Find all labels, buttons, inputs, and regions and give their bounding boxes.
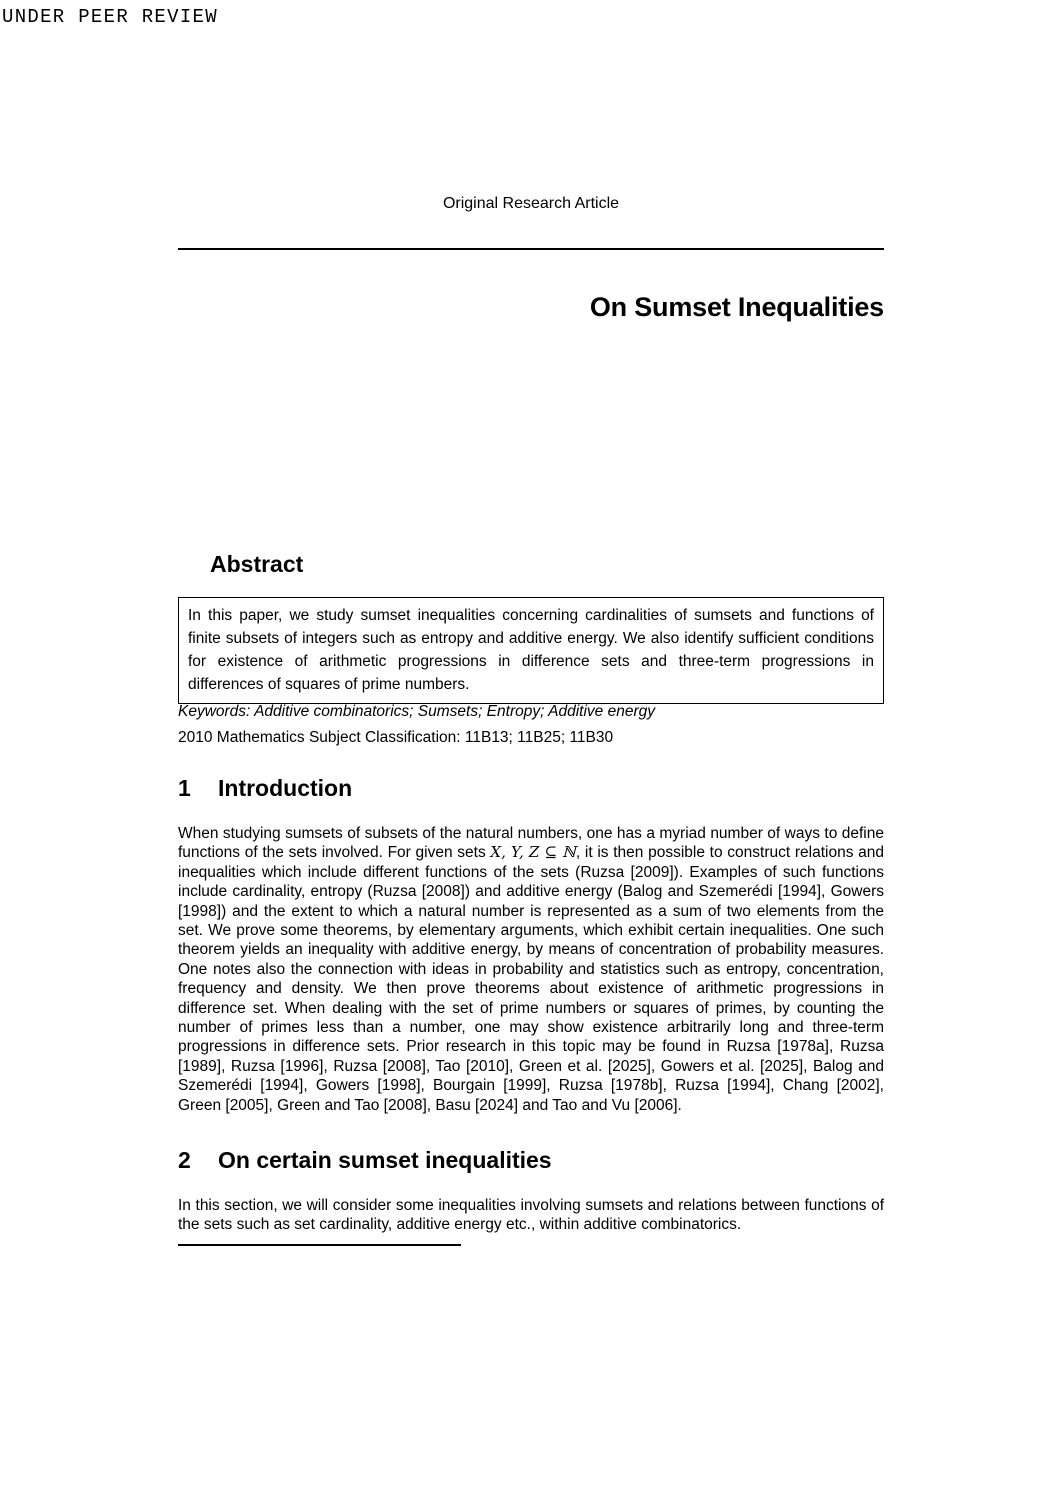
- msc-line: 2010 Mathematics Subject Classification: 11B13; 11B25; 11B30: [178, 729, 614, 746]
- review-status-banner: UNDER PEER REVIEW: [2, 6, 218, 28]
- header-rule: [178, 248, 884, 250]
- keywords-line: Keywords: Additive combinatorics; Sumsets; Entropy; Additive energy: [178, 703, 655, 720]
- article-type-label: Original Research Article: [442, 195, 620, 212]
- section2-paragraph: In this section, we will consider some inequalities involving sumsets and relations between functions of the sets such as set cardinality, additive energy etc., within additive combinatorics.: [178, 1197, 884, 1234]
- inline-math-sets: X, Y, Z ⊆ ℕ: [490, 843, 576, 862]
- abstract-text: In this paper, we study sumset inequalities concerning cardinalities of sumsets and functions of finite subsets of integers such as entropy and additive energy. We also identify sufficient conditions for existence of arithmetic progressions in difference sets and three-term progressions in differences of squares of prime numbers.: [188, 607, 874, 693]
- paper-title: On Sumset Inequalities: [589, 292, 884, 322]
- section-heading-introduction: [178, 775, 884, 802]
- footnote-rule: [178, 1244, 461, 1246]
- section-number: 1: [178, 775, 191, 801]
- section-number: 2: [178, 1147, 191, 1173]
- introduction-paragraph: [178, 824, 884, 1115]
- intro-text-after-math: , it is then possible to construct relations and inequalities which include different functions of the sets (Ruzsa [2009]). Examples of such functions include cardinality, entropy (Ruzsa [2008]) and additive energy (Balog and Szemerédi [1994], Gowers [1998]) and the extent to which a natural number is represented as a sum of two elements from the set. We prove some theorems, by elementary arguments, which exhibit certain inequalities. One such theorem yields an inequality with additive energy, by means of concentration of probability measures. One notes also the connection with ideas in probability and statistics such as entropy, concentration, frequency and density. We then prove theorems about existence of arithmetic progressions in difference set. When dealing with the set of prime numbers or squares of primes, by counting the number of primes less than a number, one may show existence arbitrarily long and three-term progressions in difference sets. Prior research in this topic may be found in Ruzsa [1978a], Ruzsa [1989], Ruzsa [1996], Ruzsa [2008], Tao [2010], Green et al. [2025], Gowers et al. [2025], Balog and Szemerédi [1994], Gowers [1998], Bourgain [1999], Ruzsa [1978b], Ruzsa [1994], Chang [2002], Green [2005], Green and Tao [2008], Basu [2024] and Tao and Vu [2006].: [178, 844, 884, 1114]
- section-heading-sumset-inequalities: [178, 1147, 884, 1174]
- section-title: Introduction: [218, 775, 353, 801]
- abstract-box: [178, 597, 884, 704]
- abstract-heading: Abstract: [210, 551, 304, 577]
- section-title: On certain sumset inequalities: [218, 1147, 552, 1173]
- intro-text-before-math: When studying sumsets of subsets of the natural numbers, one has a myriad number of ways to define functions of the sets involved. For given sets: [178, 825, 884, 862]
